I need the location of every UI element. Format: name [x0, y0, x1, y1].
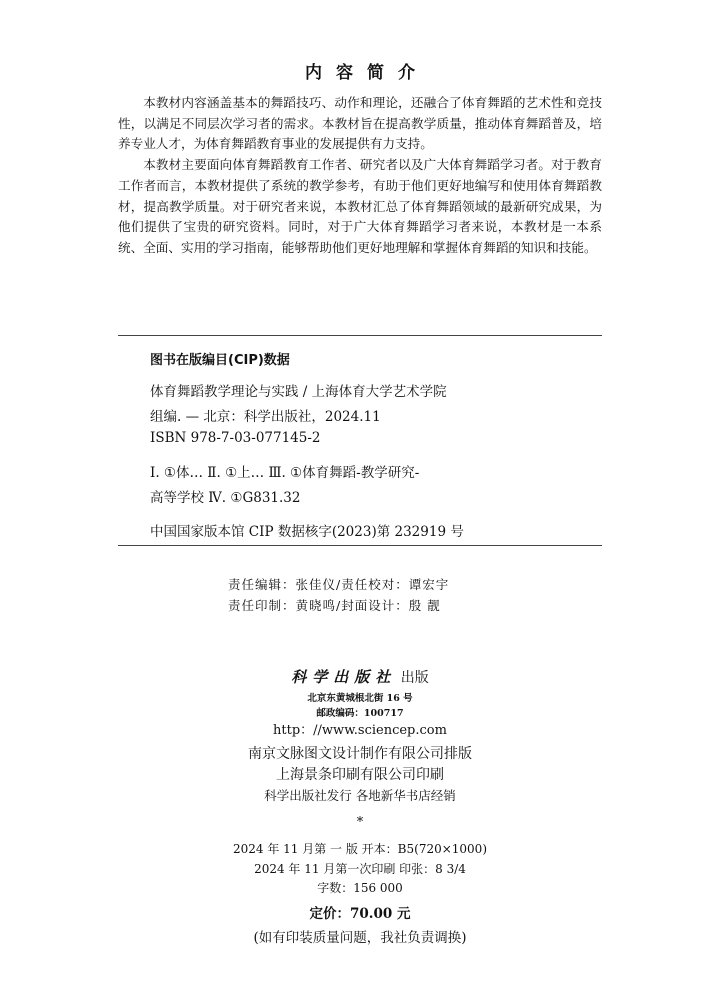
quality-note: (如有印装质量问题，我社负责调换) [253, 930, 467, 946]
price: 定价：70.00 元 [309, 906, 411, 922]
divider [118, 545, 602, 546]
credits-line: 责任印制：黄晓鸣/封面设计：殷 靓 [228, 598, 441, 613]
printing-line: 上海景条印刷有限公司印刷 [276, 767, 444, 783]
intro-paragraph: 本教材内容涵盖基本的舞蹈技巧、动作和理论，还融合了体育舞蹈的艺术性和竞技性，以满足不同层次学习者的需求。本教材旨在提高教学质量，推动体育舞蹈普及，培养专业人才，为体育舞蹈教育事业的发展提供有力支持。 [118, 95, 602, 152]
credits-line: 责任编辑：张佳仪/责任校对：谭宏宇 [228, 577, 450, 592]
word-count: 字数：156 000 [317, 881, 403, 895]
publisher-url: http：//www.sciencep.com [273, 723, 447, 738]
edition-line: 2024 年 11 月第一次印刷 印张：8 3/4 [254, 862, 466, 876]
publisher-line [0, 666, 720, 687]
separator-mark: * [356, 815, 364, 830]
publisher-logo: 科学出版社 [291, 668, 397, 686]
publisher-suffix: 出版 [400, 670, 429, 686]
cip-classification-line: 高等学校 Ⅳ. ①G831.32 [150, 490, 301, 506]
intro-section [118, 93, 602, 259]
cip-publisher-line: 组编. — 北京：科学出版社，2024.11 [150, 409, 381, 425]
publisher-postcode: 邮政编码：100717 [316, 708, 404, 719]
intro-paragraph: 本教材主要面向体育舞蹈教育工作者、研究者以及广大体育舞蹈学习者。对于教育工作者而言，本教材提供了系统的教学参考，有助于他们更好地编写和使用体育舞蹈教材，提高教学质量。对于研究者来说，本教材汇总了体育舞蹈领域的最新研究成果，为他们提供了宝贵的研究资料。同时，对于广大体育舞蹈学习者来说，本教材是一本系统、全面、实用的学习指南，能够帮助他们更好地理解和掌握体育舞蹈的知识和技能。 [118, 157, 602, 255]
edition-line: 2024 年 11 月第 一 版 开本：B5(720×1000) [232, 842, 487, 856]
credits-block [228, 574, 449, 616]
distribution-line: 科学出版社发行 各地新华书店经销 [264, 788, 456, 803]
cip-record-number: 中国国家版本馆 CIP 数据核字(2023)第 232919 号 [150, 524, 464, 540]
page-title: 内容简介 [305, 63, 429, 83]
cip-classification-line: Ⅰ. ①体… Ⅱ. ①上… Ⅲ. ①体育舞蹈-教学研究- [150, 465, 420, 481]
typesetting-line: 南京文脉图文设计制作有限公司排版 [248, 746, 472, 762]
cip-title-line: 体育舞蹈教学理论与实践 / 上海体育大学艺术学院 [150, 384, 447, 400]
cip-isbn: ISBN 978-7-03-077145-2 [150, 430, 321, 446]
cip-heading: 图书在版编目(CIP)数据 [150, 353, 290, 368]
divider [118, 335, 602, 336]
publisher-address: 北京东黄城根北街 16 号 [307, 693, 413, 704]
